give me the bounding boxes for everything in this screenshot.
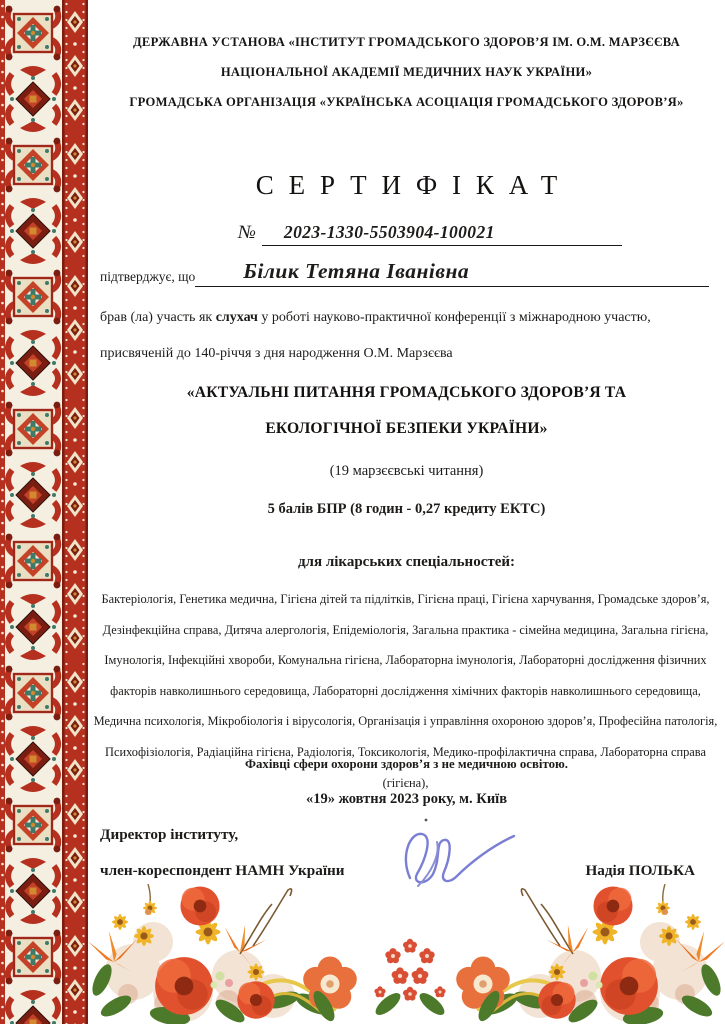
date-place-line: «19» жовтня 2023 року, м. Київ: [305, 791, 508, 807]
org-line-3: ГРОМАДСЬКА ОРГАНІЗАЦІЯ «УКРАЇНСЬКА АСОЦІАЦІЯ ГРОМАДСЬКОГО ЗДОРОВ’Я»: [129, 95, 684, 109]
specialties-list: Бактеріологія, Генетика медична, Гігієна дітей та підлітків, Гігієна праці, Гігієна харчування, Громадське здоров’я, Дезінфекційна справа, Дитяча алергологія, Епідеміологія, Загальна практика - сімейна медицина, Загальна гігієна, Імунологія, Інфекційні хвороби, Комунальна гігієна, Лабораторна імунологія, Лабораторні дослідження фізичних факторів навколишнього середовища, Лабораторні дослідження хімічних факторів навколишнього середовища, Медична психологія, Мікробіологія і вірусологія, Організація і управління охороною здоров’я, Професійна патологія, Психофізіологія, Радіаційна гігієна, Радіологія, Токсикологія, Медико-профілактична справа, Лабораторна справа (гігієна),: [93, 592, 718, 790]
credits-line: 5 балів БПР (8 годин - 0,27 кредиту ЕКТС): [267, 501, 546, 517]
confirmation-label: підтверджує, що: [100, 269, 196, 284]
participation-prefix: брав (ла) участь як: [100, 310, 216, 325]
participation-role: слухач: [215, 310, 258, 325]
specialties-heading: для лікарських спеціальностей:: [297, 554, 516, 570]
readings-line: (19 марзєєвські читання): [329, 463, 484, 479]
certificate-title: СЕРТИФІКАТ: [255, 170, 573, 200]
signer-title-line-2: член-кореспондент НАМН України: [100, 862, 345, 879]
confirmation-row: [100, 259, 709, 287]
participation-line: [100, 310, 711, 326]
flower-garland-image: [88, 884, 725, 1024]
recipient-name: Білик Тетяна Іванівна: [195, 259, 709, 287]
org-line-1: ДЕРЖАВНА УСТАНОВА «ІНСТИТУТ ГРОМАДСЬКОГО ЗДОРОВ’Я ІМ. О.М. МАРЗЄЄВА: [133, 35, 680, 49]
certificate-content: [88, 0, 725, 1024]
conference-title-line-1: «АКТУАЛЬНІ ПИТАННЯ ГРОМАДСЬКОГО ЗДОРОВ’Я ТА: [186, 384, 627, 401]
certificate-number-label: №: [238, 222, 256, 243]
signer-title-line-1: Директор інституту,: [100, 826, 239, 843]
participation-suffix: у роботі науково-практичної конференції з міжнародною участю,: [257, 310, 651, 325]
certificate-number-row: [238, 222, 622, 246]
conference-title-line-2: ЕКОЛОГІЧНОЇ БЕЗПЕКИ УКРАЇНИ»: [265, 420, 548, 437]
dedication-line: присвяченій до 140-річчя з дня народження О.М. Марзєєва: [100, 346, 453, 361]
certificate-number-value: 2023-1330-5503904-100021: [262, 222, 622, 246]
signer-name: Надія ПОЛЬКА: [585, 862, 695, 879]
org-line-2: НАЦІОНАЛЬНОЇ АКАДЕМІЇ МЕДИЧНИХ НАУК УКРАЇНИ»: [220, 65, 593, 79]
non-medical-line: Фахівці сфери охорони здоров’я з не медичною освітою.: [245, 757, 568, 771]
embroidery-border-pattern: [0, 0, 88, 1024]
